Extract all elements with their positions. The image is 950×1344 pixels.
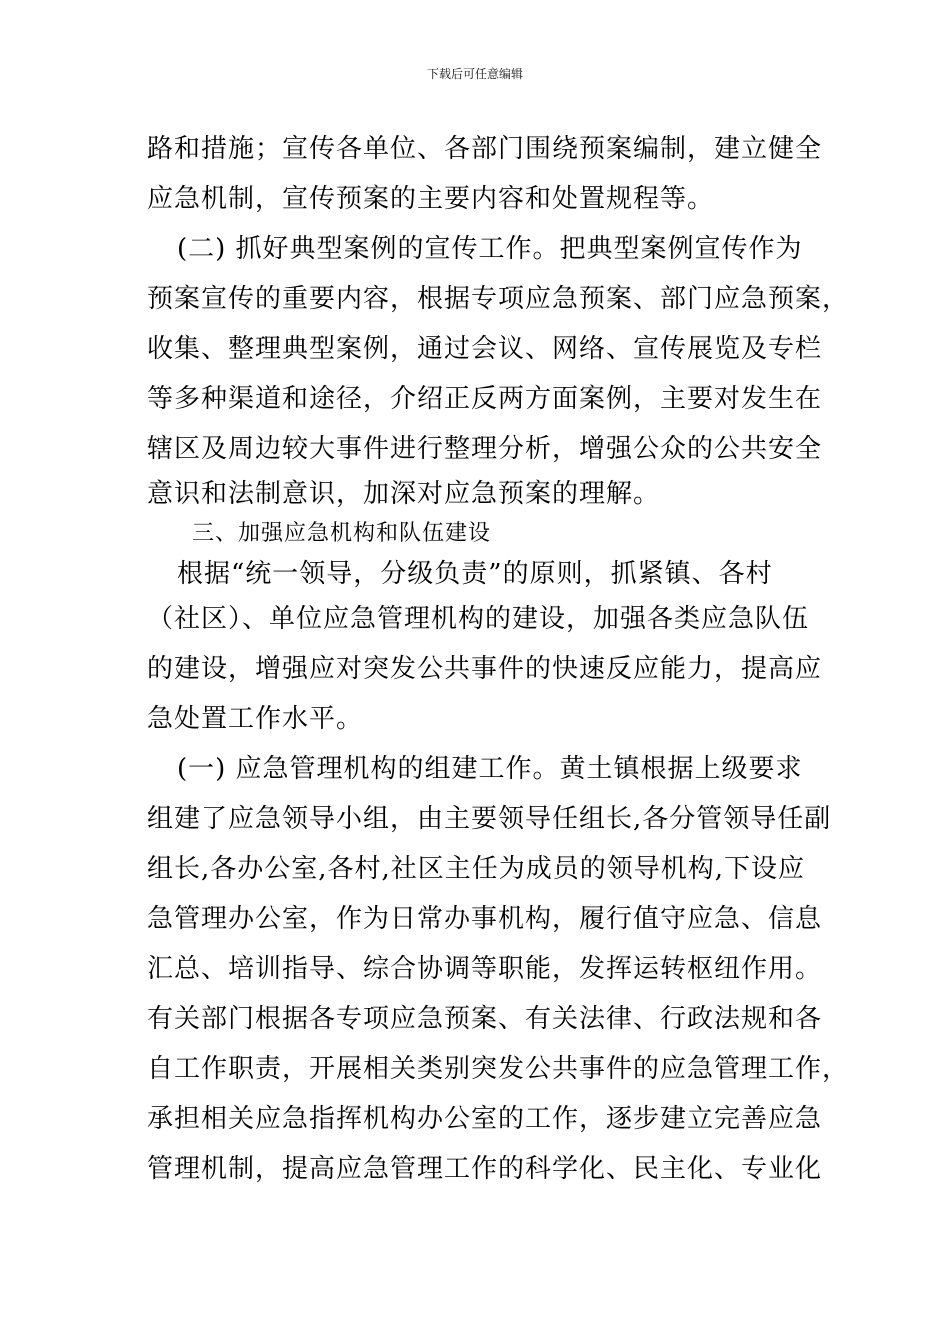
paragraph-line: 组长,各办公室,各村,社区主任为成员的领导机构,下设应 <box>147 854 806 884</box>
paragraph-line: 辖区及周边较大事件进行整理分析，增强公众的公共安全 <box>147 434 823 464</box>
paragraph-line: 自工作职责，开展相关类别突发公共事件的应急管理工作， <box>147 1054 850 1084</box>
paragraph-line: 急管理办公室，作为日常办事机构，履行值守应急、信息 <box>147 904 823 934</box>
paragraph-line: 意识和法制意识，加深对应急预案的理解。 <box>147 479 661 509</box>
paragraph-line: 急处置工作水平。 <box>147 704 364 734</box>
paragraph-line: (二) 抓好典型案例的宣传工作。把典型案例宣传作为 <box>177 234 803 264</box>
document-body <box>147 124 850 1194</box>
paragraph-line: 应急机制，宣传预案的主要内容和处置规程等。 <box>147 184 715 214</box>
paragraph-line: （社区）、单位应急管理机构的建设，加强各类应急队伍 <box>147 604 810 634</box>
paragraph-line: 管理机制，提高应急管理工作的科学化、民主化、专业化 <box>147 1154 823 1184</box>
page-header-note: 下载后可任意编辑 <box>426 67 523 81</box>
paragraph-line: 根据“统一领导，分级负责”的原则，抓紧镇、各村 <box>177 559 773 589</box>
paragraph-line: 有关部门根据各专项应急预案、有关法律、行政法规和各 <box>147 1004 823 1034</box>
paragraph-line: 等多种渠道和途径，介绍正反两方面案例，主要对发生在 <box>147 384 823 414</box>
section-heading: 三、加强应急机构和队伍建设 <box>192 521 492 546</box>
paragraph-line: 的建设，增强应对突发公共事件的快速反应能力，提高应 <box>147 654 823 684</box>
paragraph-line: (一) 应急管理机构的组建工作。黄土镇根据上级要求 <box>177 754 803 784</box>
paragraph-line: 路和措施；宣传各单位、各部门围绕预案编制，建立健全 <box>147 134 823 164</box>
paragraph-line: 收集、整理典型案例，通过会议、网络、宣传展览及专栏 <box>147 334 823 364</box>
paragraph-line: 承担相关应急指挥机构办公室的工作，逐步建立完善应急 <box>147 1104 823 1134</box>
paragraph-line: 汇总、培训指导、综合协调等职能，发挥运转枢纽作用。 <box>147 954 823 984</box>
paragraph-line: 组建了应急领导小组，由主要领导任组长,各分管领导任副 <box>147 804 832 834</box>
paragraph-line: 预案宣传的重要内容，根据专项应急预案、部门应急预案， <box>147 284 850 314</box>
